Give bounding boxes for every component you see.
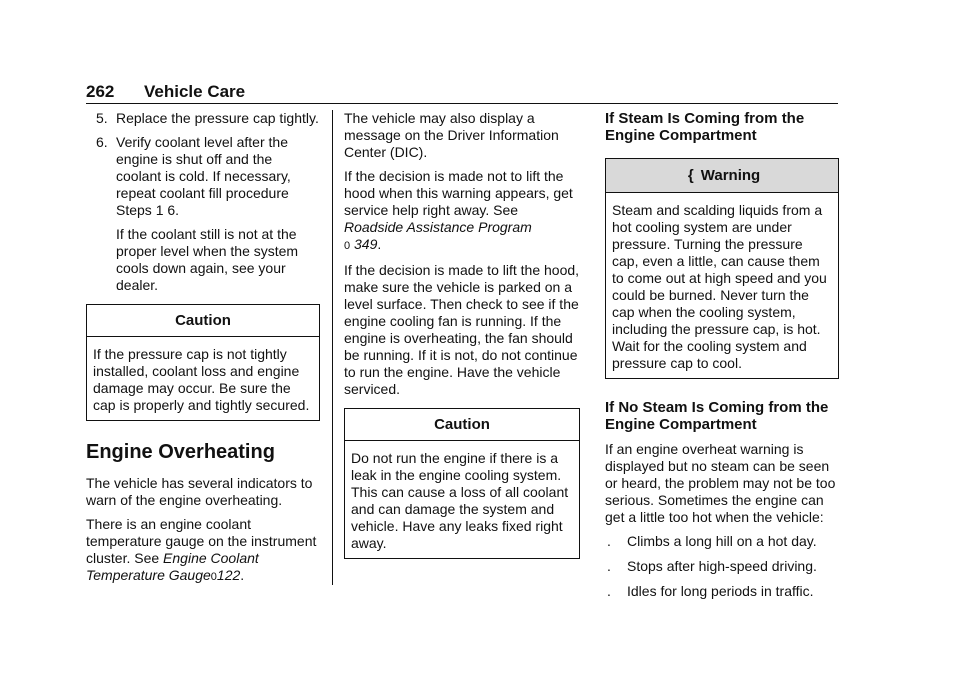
warning-header: [606, 159, 838, 193]
list-item: [605, 583, 839, 600]
paragraph: [344, 168, 580, 255]
column-middle: [344, 110, 580, 573]
step-5: [86, 110, 320, 127]
paragraph: The vehicle may also display a message on the Driver Information Center (DIC).: [344, 110, 559, 160]
cross-reference-link[interactable]: Engine Coolant Temperature Gauge: [86, 550, 259, 583]
caution-title: Caution: [345, 409, 579, 441]
list-item: [605, 558, 839, 575]
subheading: If Steam Is Coming from the Engine Compartment: [605, 110, 805, 144]
paragraph: [86, 516, 320, 586]
paragraph-text: If the decision is made not to lift the hood when this warning appears, get service help right away. See: [344, 168, 573, 218]
column-right: [605, 110, 839, 608]
caution-box: [86, 304, 320, 421]
step-number: 6.: [96, 134, 108, 150]
step-6: [86, 134, 320, 219]
punctuation: .: [377, 236, 382, 252]
column-divider: [332, 110, 333, 585]
step-text: Verify coolant level after the engine is shut off and the coolant is cold. If necessary, repeat coolant fill procedure Steps 1 6.: [116, 134, 291, 218]
page-number: 262: [86, 82, 115, 101]
punctuation: .: [240, 567, 245, 583]
bullet-icon: .: [607, 583, 611, 599]
step-number: 5.: [96, 110, 108, 126]
subheading: If No Steam Is Coming from the Engine Compartment: [605, 399, 829, 433]
section-title: Engine Overheating: [86, 441, 275, 463]
list-item-text: Idles for long periods in traffic.: [627, 583, 814, 599]
paragraph: If an engine overheat warning is displayed but no steam can be seen or heard, the problem may not be too serious. Sometimes the engine can get a little too hot when the vehicle:: [605, 441, 836, 525]
caution-text: If the pressure cap is not tightly installed, coolant loss and engine damage may occur. Be sure the cap is properly and tightly secured.: [93, 346, 310, 413]
bullet-icon: .: [607, 533, 611, 549]
paragraph: If the decision is made to lift the hood, make sure the vehicle is parked on a level surface. Then check to see if the engine cooling fan is running. If the engine is overheating, the fan should be running. If it is not, do not continue to run the engine. Have the vehicle serviced.: [344, 262, 580, 397]
warning-text: Steam and scalding liquids from a hot cooling system are under pressure. Turning the pressure cap, even a little, can cause them to come out at high speed and you could be burned. Never turn the cap when the cooling system, including the pressure cap, is hot. Wait for the cooling system and pressure cap to cool.: [612, 202, 827, 371]
cross-reference-link[interactable]: Roadside Assistance Program: [344, 219, 532, 235]
caution-box: [344, 408, 580, 559]
step-6-note: If the coolant still is not at the proper level when the system cools down again, see your dealer.: [116, 226, 299, 293]
page-ref-arrow-icon: 0: [344, 240, 351, 252]
paragraph-text: There is an engine coolant temperature gauge on the instrument cluster. See: [86, 516, 317, 566]
warning-box: [605, 158, 839, 379]
warning-title: Warning: [700, 167, 761, 184]
caution-text: Do not run the engine if there is a leak in the engine cooling system. This can cause a loss of all coolant and can damage the system and vehicle. Have any leaks fixed right away.: [351, 450, 569, 551]
header-divider: [86, 103, 838, 104]
page-ref-arrow-icon: 0: [210, 571, 217, 583]
column-left: [86, 110, 320, 593]
page-reference: 349: [354, 236, 378, 252]
caution-title: Caution: [87, 305, 319, 337]
list-item-text: Climbs a long hill on a hot day.: [627, 533, 817, 549]
list-item-text: Stops after high-speed driving.: [627, 558, 817, 574]
page-header: [86, 83, 838, 105]
page-reference: 122: [216, 567, 241, 583]
step-text: Replace the pressure cap tightly.: [116, 110, 319, 126]
bullet-icon: .: [607, 558, 611, 574]
chapter-title: Vehicle Care: [144, 82, 246, 101]
warning-icon: {: [687, 167, 694, 184]
list-item: [605, 533, 839, 550]
paragraph: The vehicle has several indicators to warn of the engine overheating.: [86, 475, 313, 508]
